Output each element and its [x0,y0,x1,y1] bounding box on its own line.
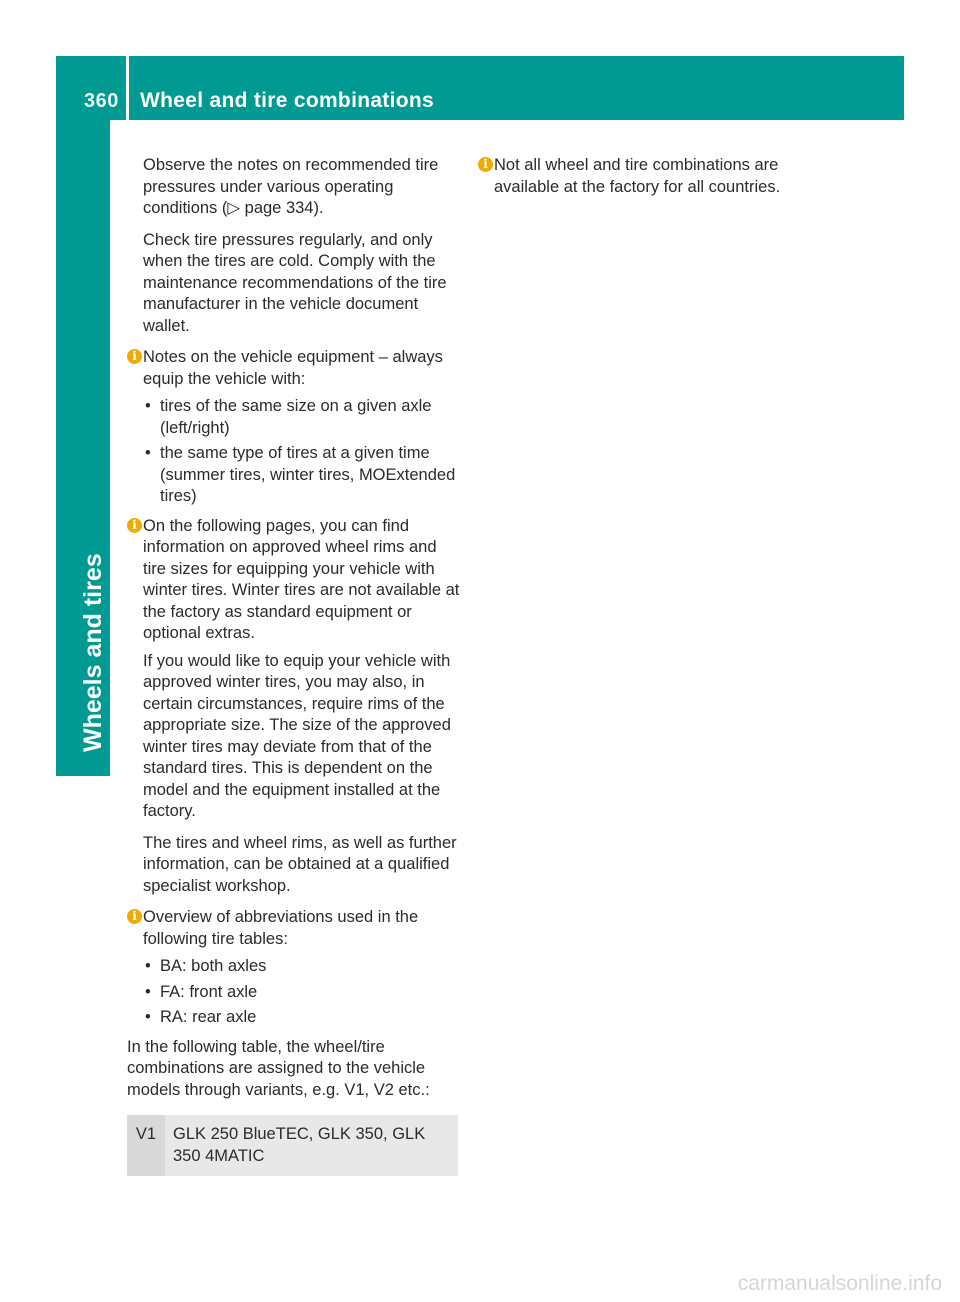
list-item: • RA: rear axle [143,1007,463,1029]
variant-code-cell: V1 [127,1115,165,1176]
list-item: • FA: front axle [143,982,463,1004]
header-divider [126,56,129,122]
page-title: Wheel and tire combinations [140,89,434,112]
info-note-equipment [127,347,463,390]
list-item: • tires of the same size on a given axle (left/right) [143,396,463,439]
info-icon: i [127,518,142,533]
list-item: • the same type of tires at a given time (summer tires, winter tires, MOExtended tires) [143,443,463,508]
info-note-text: Not all wheel and tire combinations are available at the factory for all countries. [494,156,781,196]
info-note-abbreviations [127,907,463,950]
info-icon: i [127,349,142,364]
variant-table [127,1115,458,1176]
info-note-winter-tires [127,516,463,645]
paragraph-check-pressures: Check tire pressures regularly, and only when the tires are cold. Comply with the maintenance recommendations of the tire manufacturer in the vehicle document wallet. [143,230,447,335]
variant-models-cell: GLK 250 BlueTEC, GLK 350, GLK 350 4MATIC [165,1115,458,1176]
info-note-text: On the following pages, you can find information on approved wheel rims and tire sizes for equipping your vehicle with winter tires. Winter tires are not available at the factory as standard equipment or optional extras. [143,516,460,642]
page-number: 360 [84,90,119,112]
paragraph-specialist-workshop: The tires and wheel rims, as well as further information, can be obtained at a qualified specialist workshop. [143,833,457,895]
info-note-text: Overview of abbreviations used in the following tire tables: [143,908,419,948]
right-column [478,155,818,204]
table-row [127,1115,458,1176]
left-column [127,155,463,1176]
abbreviation-bullet-list [143,956,463,1029]
info-note-text: Notes on the vehicle equipment – always equip the vehicle with: [143,348,443,388]
paragraph-table-intro: In the following table, the wheel/tire combinations are assigned to the vehicle models through variants, e.g. V1, V2 etc.: [127,1037,430,1099]
info-icon: i [127,909,142,924]
info-note-availability [478,155,818,198]
list-item: • BA: both axles [143,956,463,978]
watermark: carmanualsonline.info [737,1272,942,1295]
side-tab-label: Wheels and tires [79,553,107,752]
equipment-bullet-list [143,396,463,508]
paragraph-tire-pressure-notes: Observe the notes on recommended tire pressures under various operating conditions (▷ page 334). [143,156,439,217]
paragraph-approved-winter-tires: If you would like to equip your vehicle with approved winter tires, you may also, in certain circumstances, require rims of the appropriate size. The size of the approved winter tires may deviate from that of the standard tires. This is dependent on the model and the equipment installed at the factory. [143,651,451,820]
info-icon: i [478,157,493,172]
